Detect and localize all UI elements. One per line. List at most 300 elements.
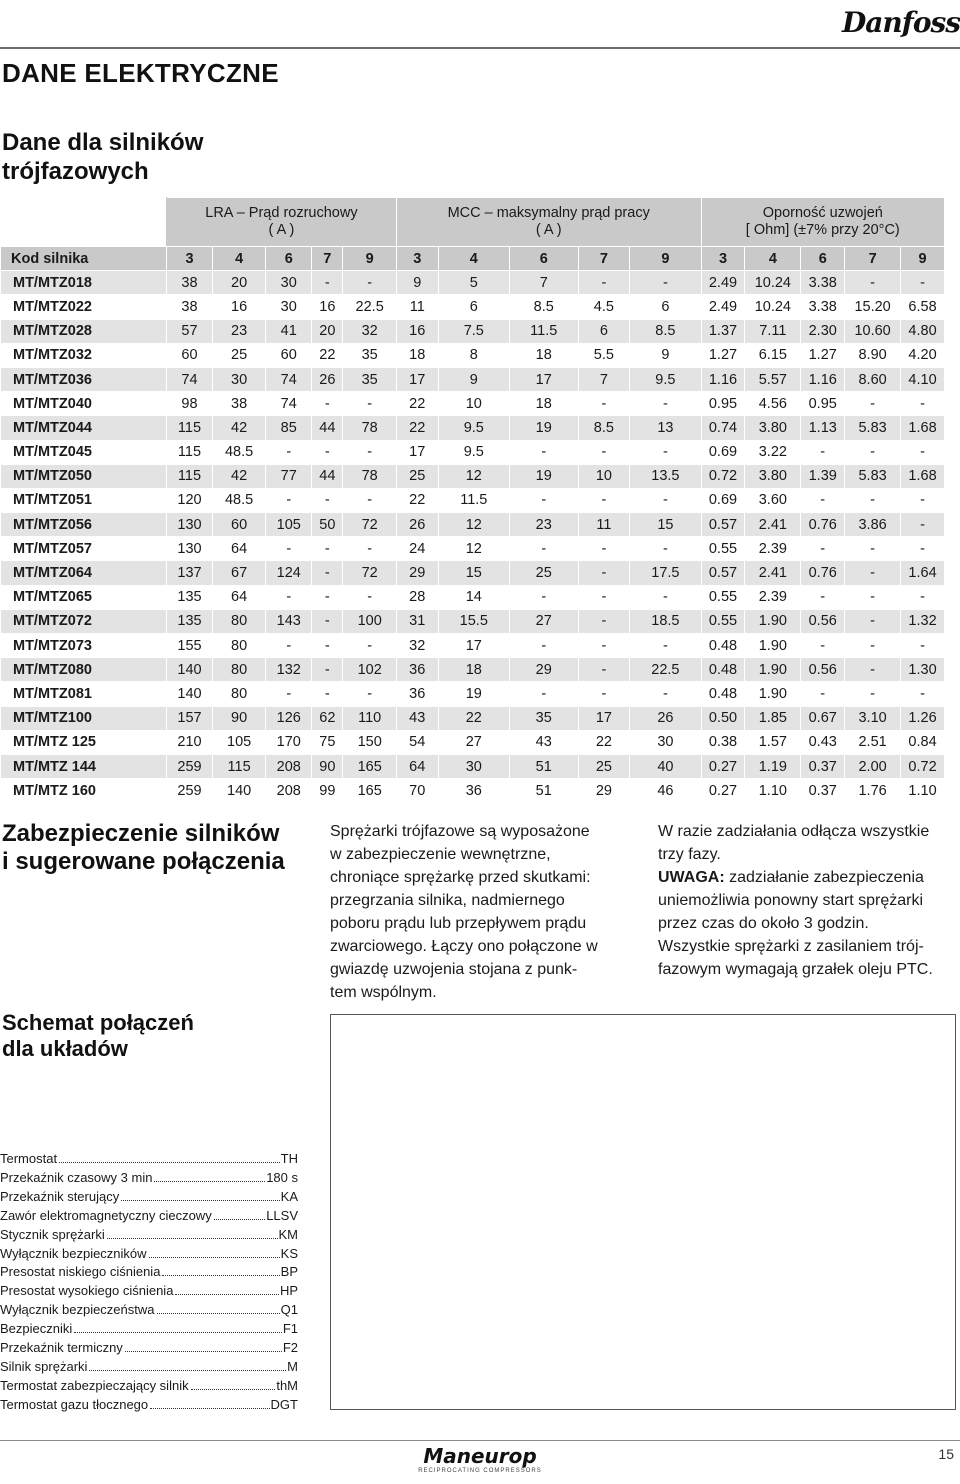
value-cell: - [509,440,578,464]
value-cell: 0.76 [801,513,845,537]
value-cell: 1.37 [701,319,745,343]
value-cell: 3.60 [745,488,801,512]
value-cell: - [343,488,396,512]
code-number-header: 4 [438,247,509,271]
table-row [1,343,945,367]
value-cell: 26 [312,367,343,391]
protection-text-line: przegrzania silnika, nadmiernego [330,892,565,909]
protection-text-line: uniemożliwia ponowny start sprężarki [658,892,923,909]
legend-label: Zawór elektromagnetyczny cieczowy [0,1207,212,1223]
value-cell: 7.5 [438,319,509,343]
scheme-title-line: Schemat połączeń [2,1010,194,1035]
value-cell: 1.16 [801,367,845,391]
value-cell: 51 [509,754,578,778]
code-number-header: 6 [801,247,845,271]
motor-model-cell: MT/MTZ045 [1,440,167,464]
motor-model-cell: MT/MTZ080 [1,658,167,682]
value-cell: - [343,440,396,464]
legend-item [0,1245,298,1264]
group-header-empty [1,198,167,247]
legend-leader-dots [107,1238,278,1239]
motor-model-cell: MT/MTZ057 [1,537,167,561]
value-cell: - [509,634,578,658]
value-cell: 19 [509,416,578,440]
value-cell: 78 [343,416,396,440]
value-cell: 5.57 [745,367,801,391]
table-row [1,585,945,609]
maneurop-logo [414,1444,546,1478]
table-row [1,706,945,730]
value-cell: 132 [266,658,312,682]
value-cell: 74 [167,367,213,391]
value-cell: 1.68 [901,416,945,440]
protection-text-line: trzy fazy. [658,846,721,863]
value-cell: 8.5 [578,416,630,440]
group-header-mcc-line: MCC – maksymalny prąd pracy [447,205,650,221]
legend-abbreviation: thM [276,1377,298,1393]
legend-list [0,1150,298,1415]
motor-model-cell: MT/MTZ028 [1,319,167,343]
value-cell: 3.80 [745,464,801,488]
value-cell: - [801,537,845,561]
legend-abbreviation: M [287,1358,298,1374]
legend-label: Presostat niskiego ciśnienia [0,1264,161,1280]
value-cell: 43 [509,730,578,754]
value-cell: 22 [578,730,630,754]
protection-text-line: fazowym wymagają grzałek oleju PTC. [658,961,933,978]
value-cell: - [845,682,901,706]
value-cell: 0.37 [801,779,845,803]
value-cell: 12 [438,464,509,488]
value-cell: 4.20 [901,343,945,367]
legend-label: Termostat [0,1151,58,1166]
value-cell: - [901,682,945,706]
motor-model-cell: MT/MTZ022 [1,295,167,319]
legend-item [0,1282,298,1301]
motor-model-cell: MT/MTZ 144 [1,754,167,778]
maneurop-tagline: RECIPROCATING COMPRESSORS [418,1468,542,1474]
value-cell: 1.32 [901,609,945,633]
motors-title-line: Dane dla silników [2,129,204,156]
value-cell: 44 [312,416,343,440]
value-cell: 0.55 [701,585,745,609]
value-cell: 4.10 [901,367,945,391]
value-cell: - [509,488,578,512]
value-cell: 210 [167,730,213,754]
value-cell: - [630,488,701,512]
value-cell: 8.60 [845,367,901,391]
value-cell: 1.85 [745,706,801,730]
value-cell: 28 [396,585,438,609]
legend-item [0,1263,298,1282]
table-row [1,295,945,319]
value-cell: 80 [212,682,265,706]
value-cell: 35 [509,706,578,730]
table-row [1,271,945,295]
value-cell: 85 [266,416,312,440]
value-cell: 5 [438,271,509,295]
value-cell: 16 [312,295,343,319]
legend-leader-dots [89,1370,286,1371]
legend-label: Silnik sprężarki [0,1358,88,1374]
value-cell: 6 [578,319,630,343]
group-header-lra [167,198,397,247]
motor-model-cell: MT/MTZ051 [1,488,167,512]
value-cell: - [578,537,630,561]
value-cell: 22 [396,392,438,416]
legend-leader-dots [154,1181,265,1182]
legend-label: Przekaźnik termiczny [0,1340,123,1356]
protection-title-line: Zabezpieczenie silników [2,820,280,847]
code-number-header: 6 [266,247,312,271]
motor-model-cell: MT/MTZ018 [1,271,167,295]
value-cell: 19 [438,682,509,706]
value-cell: - [845,440,901,464]
code-number-header: 7 [845,247,901,271]
footer-rule [0,1440,960,1441]
legend-leader-dots [175,1294,279,1295]
value-cell: 5.5 [578,343,630,367]
group-header-mcc [396,198,701,247]
value-cell: 38 [212,392,265,416]
value-cell: 15.5 [438,609,509,633]
value-cell: 0.84 [901,730,945,754]
value-cell: 9 [630,343,701,367]
value-cell: 0.43 [801,730,845,754]
value-cell: - [801,585,845,609]
value-cell: 1.19 [745,754,801,778]
legend-abbreviation: Q1 [280,1302,298,1318]
value-cell: 8.5 [509,295,578,319]
table-row [1,367,945,391]
value-cell: 23 [509,513,578,537]
value-cell: 40 [630,754,701,778]
motor-model-cell: MT/MTZ 160 [1,779,167,803]
value-cell: - [801,440,845,464]
motor-model-cell: MT/MTZ065 [1,585,167,609]
wiring-diagram-frame [330,1014,956,1410]
value-cell: 1.27 [801,343,845,367]
value-cell: 17 [578,706,630,730]
protection-text-line: Sprężarki trójfazowe są wyposażone [330,823,590,840]
protection-text-middle [330,820,630,1004]
protection-text-line: w zabezpieczenie wewnętrzne, [330,846,551,863]
value-cell: 35 [343,367,396,391]
value-cell: 150 [343,730,396,754]
group-header-lra-unit: ( A ) [268,222,295,238]
group-header-row [1,198,945,247]
value-cell: 8.90 [845,343,901,367]
protection-text-line: chroniące sprężarkę przed skutkami: [330,869,591,886]
value-cell: 0.72 [901,754,945,778]
value-cell: 18.5 [630,609,701,633]
value-cell: 72 [343,513,396,537]
value-cell: 10.60 [845,319,901,343]
legend-item [0,1396,298,1415]
value-cell: 25 [509,561,578,585]
value-cell: 115 [167,464,213,488]
value-cell: 0.57 [701,561,745,585]
value-cell: 105 [266,513,312,537]
legend-label: Wyłącznik bezpieczników [0,1245,147,1261]
value-cell: 0.95 [801,392,845,416]
value-cell: 0.48 [701,658,745,682]
value-cell: 20 [312,319,343,343]
value-cell: 1.90 [745,658,801,682]
value-cell: - [266,440,312,464]
value-cell: 72 [343,561,396,585]
table-row [1,609,945,633]
scheme-title [2,1010,194,1062]
value-cell: 1.13 [801,416,845,440]
value-cell: 64 [396,754,438,778]
motor-model-cell: MT/MTZ040 [1,392,167,416]
value-cell: 0.67 [801,706,845,730]
value-cell: 135 [167,585,213,609]
value-cell: - [845,561,901,585]
value-cell: 102 [343,658,396,682]
value-cell: 1.90 [745,634,801,658]
value-cell: - [312,585,343,609]
value-cell: 3.38 [801,295,845,319]
group-header-lra-line: LRA – Prąd rozruchowy [205,205,358,221]
value-cell: 140 [167,682,213,706]
motor-model-cell: MT/MTZ056 [1,513,167,537]
value-cell: 3.22 [745,440,801,464]
value-cell: 9.5 [630,367,701,391]
legend-label: Termostat gazu tłocznego [0,1396,149,1412]
value-cell: 99 [312,779,343,803]
value-cell: 22.5 [630,658,701,682]
protection-text-line: Wszystkie sprężarki z zasilaniem trój- [658,938,924,955]
table-row [1,416,945,440]
value-cell: 29 [396,561,438,585]
legend-item [0,1150,298,1169]
value-cell: 208 [266,754,312,778]
legend-item [0,1169,298,1188]
value-cell: 36 [396,658,438,682]
value-cell: 0.74 [701,416,745,440]
value-cell: - [578,271,630,295]
warning-text: zadziałanie zabezpieczenia [724,869,924,886]
value-cell: 11.5 [509,319,578,343]
value-cell: - [312,561,343,585]
motor-model-cell: MT/MTZ050 [1,464,167,488]
legend-leader-dots [74,1332,282,1333]
value-cell: 140 [212,779,265,803]
value-cell: 4.56 [745,392,801,416]
value-cell: - [845,609,901,633]
value-cell: - [312,488,343,512]
value-cell: 6.15 [745,343,801,367]
motor-data-body [1,271,945,803]
motor-model-cell: MT/MTZ100 [1,706,167,730]
value-cell: 11 [578,513,630,537]
value-cell: 36 [396,682,438,706]
motors-title-line: trójfazowych [2,158,149,185]
value-cell: 140 [167,658,213,682]
value-cell: 15 [630,513,701,537]
value-cell: 60 [167,343,213,367]
value-cell: - [312,609,343,633]
value-cell: 110 [343,706,396,730]
value-cell: 1.90 [745,682,801,706]
code-column-header: Kod silnika [1,247,167,271]
value-cell: 10.24 [745,271,801,295]
value-cell: 0.56 [801,658,845,682]
table-row [1,392,945,416]
value-cell: 4.80 [901,319,945,343]
legend-abbreviation: 180 s [266,1169,298,1185]
table-row [1,319,945,343]
value-cell: 30 [212,367,265,391]
value-cell: 126 [266,706,312,730]
table-row [1,779,945,803]
legend-item [0,1377,298,1396]
legend-leader-dots [121,1200,279,1201]
value-cell: 38 [167,295,213,319]
legend-item [0,1358,298,1377]
value-cell: - [901,513,945,537]
legend-item [0,1188,298,1207]
legend-label: Przekaźnik czasowy 3 min [0,1169,153,1185]
value-cell: 7 [578,367,630,391]
value-cell: 1.26 [901,706,945,730]
value-cell: 60 [266,343,312,367]
code-number-header: 4 [745,247,801,271]
value-cell: 1.30 [901,658,945,682]
value-cell: 67 [212,561,265,585]
motor-model-cell: MT/MTZ044 [1,416,167,440]
group-header-mcc-unit: ( A ) [535,222,562,238]
value-cell: 30 [266,295,312,319]
value-cell: 60 [212,513,265,537]
value-cell: - [578,488,630,512]
legend-abbreviation: KA [280,1188,298,1204]
value-cell: 26 [396,513,438,537]
code-number-header: 4 [212,247,265,271]
protection-title [2,820,285,876]
protection-text-line: poboru prądu lub przepływem prądu [330,915,587,932]
value-cell: - [578,561,630,585]
value-cell: - [312,271,343,295]
value-cell: 20 [212,271,265,295]
value-cell: 3.38 [801,271,845,295]
legend-abbreviation: F1 [282,1321,298,1337]
value-cell: - [901,440,945,464]
value-cell: - [578,392,630,416]
value-cell: 46 [630,779,701,803]
value-cell: 13.5 [630,464,701,488]
value-cell: 18 [396,343,438,367]
value-cell: 0.27 [701,754,745,778]
value-cell: 8 [438,343,509,367]
value-cell: 22 [396,416,438,440]
value-cell: 1.27 [701,343,745,367]
value-cell: 50 [312,513,343,537]
legend-leader-dots [191,1389,276,1390]
value-cell: 10 [578,464,630,488]
value-cell: 41 [266,319,312,343]
value-cell: - [630,271,701,295]
value-cell: 2.39 [745,585,801,609]
value-cell: - [630,634,701,658]
value-cell: 62 [312,706,343,730]
table-row [1,440,945,464]
legend-abbreviation: TH [280,1151,298,1166]
warning-line [658,866,958,889]
legend-leader-dots [149,1257,280,1258]
value-cell: 1.76 [845,779,901,803]
value-cell: - [312,440,343,464]
value-cell: - [312,392,343,416]
code-number-header: 3 [701,247,745,271]
value-cell: 9 [438,367,509,391]
motor-model-cell: MT/MTZ073 [1,634,167,658]
protection-text-line: W razie zadziałania odłącza wszystkie [658,823,930,840]
value-cell: 64 [212,537,265,561]
value-cell: 15.20 [845,295,901,319]
value-cell: 1.16 [701,367,745,391]
motor-model-cell: MT/MTZ032 [1,343,167,367]
maneurop-logo-text: Maneurop [423,1444,537,1468]
value-cell: 22.5 [343,295,396,319]
code-number-header: 7 [578,247,630,271]
value-cell: 22 [438,706,509,730]
value-cell: - [509,537,578,561]
value-cell: 2.51 [845,730,901,754]
value-cell: 3.80 [745,416,801,440]
legend-label: Wyłącznik bezpieczeństwa [0,1302,155,1318]
value-cell: - [509,585,578,609]
value-cell: 124 [266,561,312,585]
value-cell: 5.83 [845,416,901,440]
value-cell: 7 [509,271,578,295]
code-header-row [1,247,945,271]
value-cell: 18 [509,392,578,416]
value-cell: 30 [266,271,312,295]
value-cell: 259 [167,754,213,778]
value-cell: 259 [167,779,213,803]
table-row [1,730,945,754]
value-cell: 0.55 [701,609,745,633]
value-cell: - [901,392,945,416]
value-cell: - [801,682,845,706]
motor-model-cell: MT/MTZ 125 [1,730,167,754]
value-cell: 31 [396,609,438,633]
value-cell: 130 [167,513,213,537]
value-cell: - [578,682,630,706]
value-cell: 0.48 [701,682,745,706]
value-cell: 18 [509,343,578,367]
value-cell: 0.69 [701,440,745,464]
danfoss-logo [842,4,960,42]
value-cell: 51 [509,779,578,803]
value-cell: 42 [212,464,265,488]
value-cell: 130 [167,537,213,561]
value-cell: 27 [509,609,578,633]
motor-model-cell: MT/MTZ036 [1,367,167,391]
value-cell: 12 [438,513,509,537]
value-cell: 25 [578,754,630,778]
legend-item [0,1207,298,1226]
value-cell: - [901,585,945,609]
value-cell: - [509,682,578,706]
value-cell: 9.5 [438,416,509,440]
value-cell: - [578,609,630,633]
value-cell: 170 [266,730,312,754]
motor-data-table [0,197,945,803]
